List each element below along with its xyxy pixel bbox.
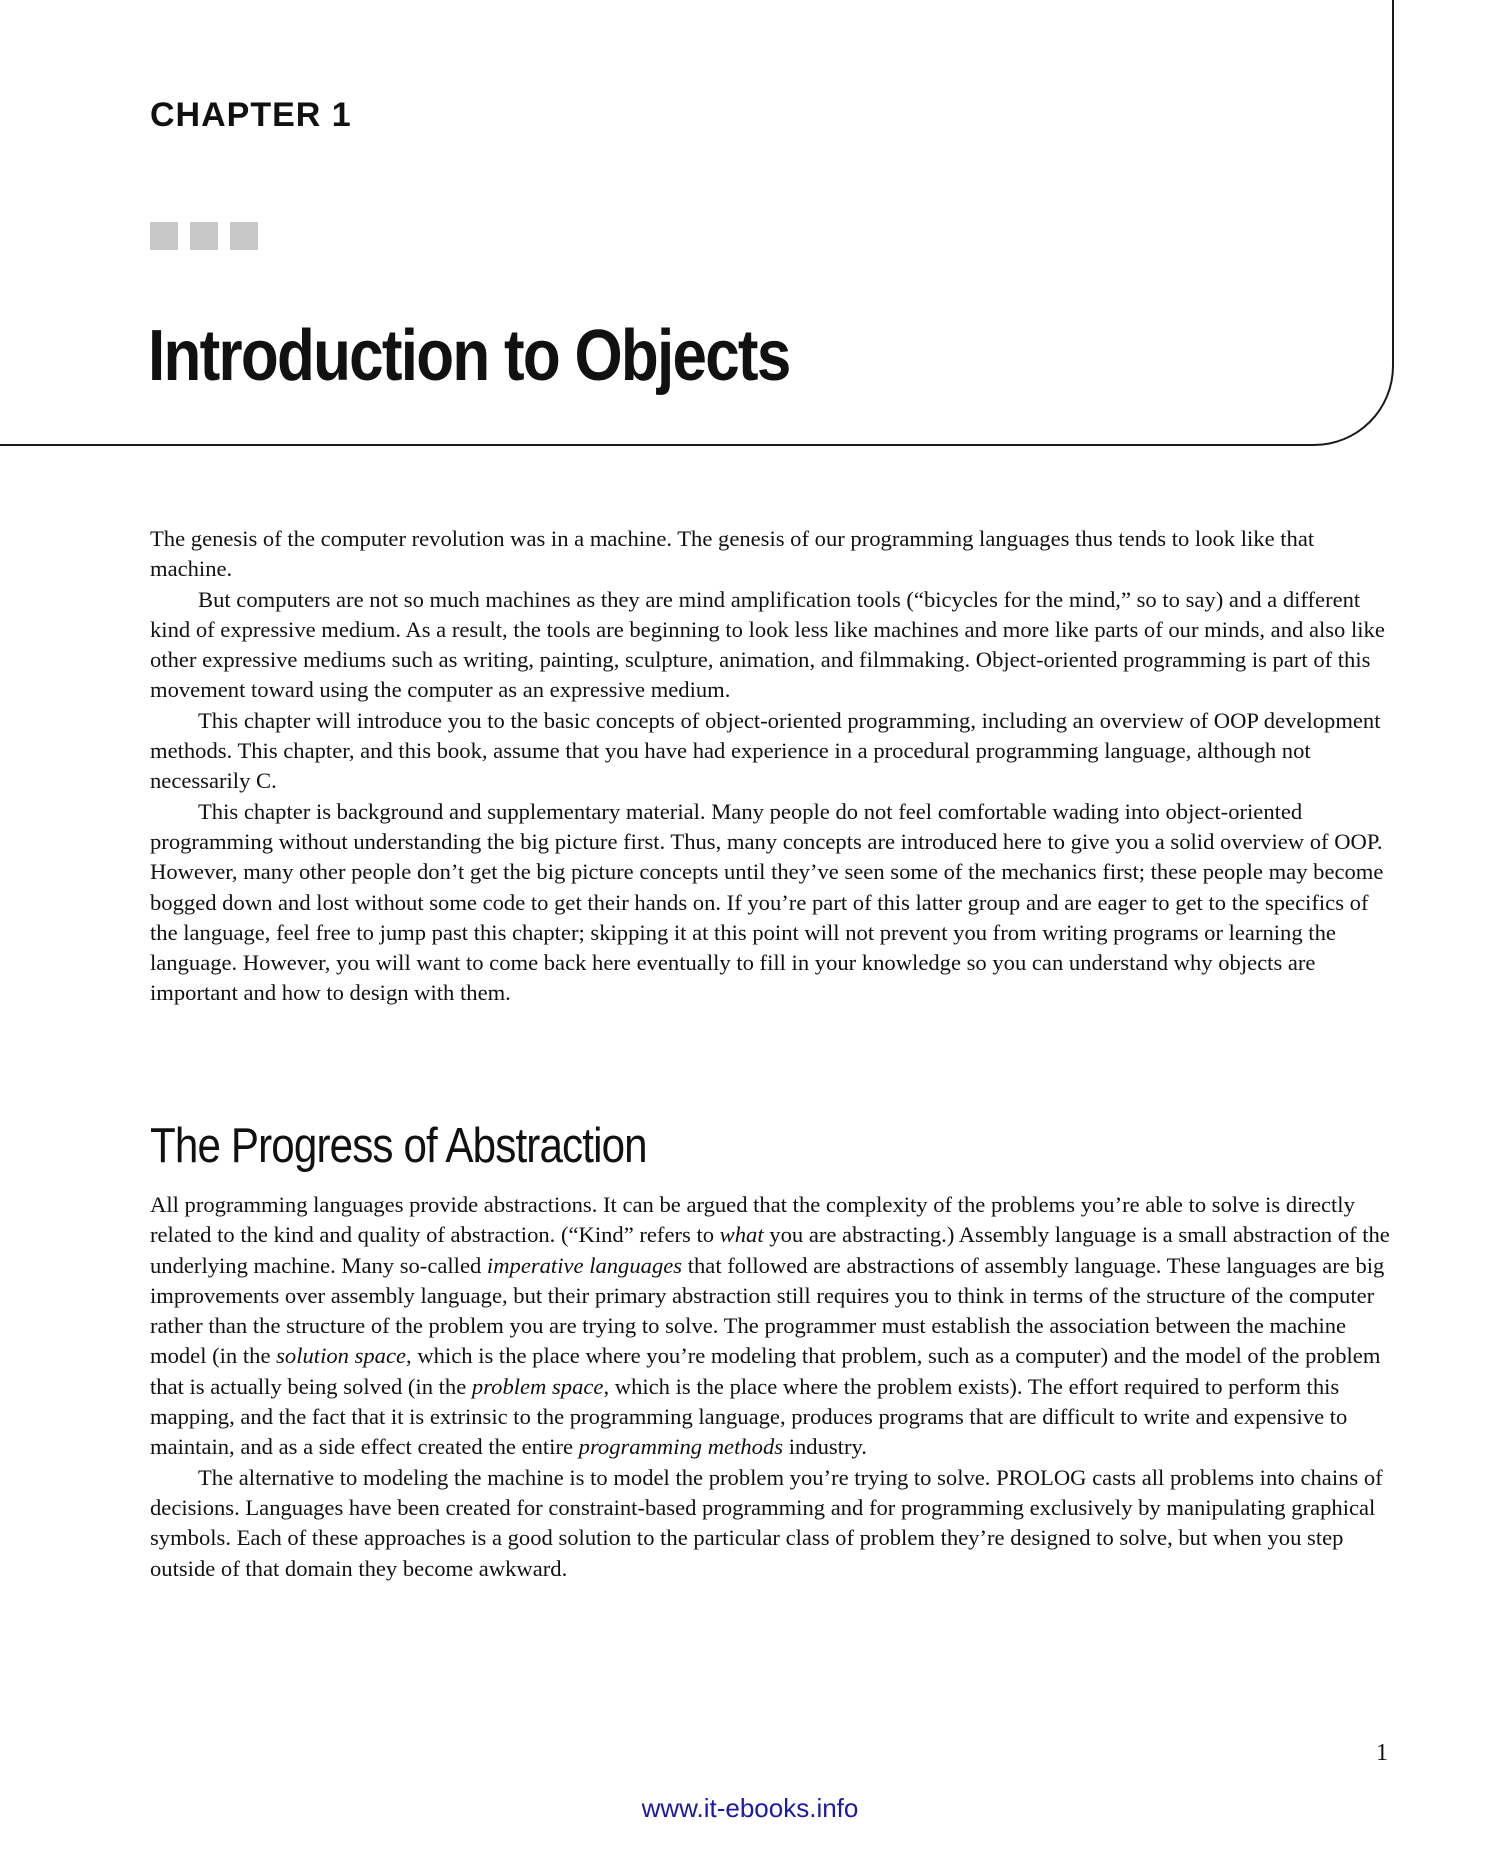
intro-paragraph: The genesis of the computer revolution was in a machine. The genesis of our programming languages thus tends to look like that machine. (150, 526, 1315, 582)
text-run: that followed are abstractions of assembly language. These languages are big improvements over assembly language, but their primary abstraction still requires you to think in terms of the structure of the computer rather than the structure of the problem you are trying to solve. The programmer must establish the association between the machine model (in the (150, 1252, 1385, 1369)
section-paragraph (150, 1190, 1390, 1463)
emphasis-text: solution space (276, 1343, 407, 1369)
emphasis-text: problem space (471, 1373, 604, 1399)
emphasis-text: what (719, 1222, 764, 1248)
text-run: All programming languages provide abstractions. It can be argued that the complexity of the problems you’re able to solve is directly related to the kind and quality of abstraction. (“Kind” refers to (150, 1192, 1355, 1248)
decoration-square (150, 222, 178, 250)
intro-paragraph: This chapter is background and supplementary material. Many people do not feel comfortable wading into object-oriented programming without understanding the big picture first. Thus, many concepts are introduced here to give you a solid overview of OOP. However, many other people don’t get the big picture concepts until they’ve seen some of the mechanics first; these people may become bogged down and lost without some code to get their hands on. If you’re part of this latter group and are eager to get to the specifics of the language, feel free to jump past this chapter; skipping it at this point will not prevent you from writing programs or learning the language. However, you will want to come back here eventually to fill in your knowledge so you can understand why objects are important and how to design with them. (150, 798, 1384, 1006)
section-paragraph: The alternative to modeling the machine is to model the problem you’re trying to solve. PROLOG casts all problems into chains of decisions. Languages have been created for constraint-based programming and for programming exclusively by manipulating graphical symbols. Each of these approaches is a good solution to the particular class of problem they’re designed to solve, but when you step outside of that domain they become awkward. (150, 1464, 1383, 1581)
decoration-square (190, 222, 218, 250)
emphasis-text: imperative languages (486, 1252, 683, 1278)
intro-paragraph: This chapter will introduce you to the basic concepts of object-oriented programming, including an overview of OOP development methods. This chapter, and this book, assume that you have had experience in a procedural programming language, although not necessarily C. (150, 707, 1381, 794)
intro-section (150, 524, 1390, 1009)
chapter-decoration-squares (150, 222, 258, 250)
chapter-title: Introduction to Objects (148, 316, 790, 396)
section-heading: The Progress of Abstraction (150, 1119, 647, 1173)
section-body (150, 1190, 1390, 1584)
page-number: 1 (1376, 1740, 1388, 1766)
text-run: industry. (783, 1434, 867, 1460)
footer-link[interactable]: www.it-ebooks.info (641, 1793, 859, 1823)
decoration-square (230, 222, 258, 250)
intro-paragraph: But computers are not so much machines as they are mind amplification tools (“bicycles for the mind,” so to say) and a different kind of expressive medium. As a result, the tools are beginning to look less like machines and more like parts of our minds, and also like other expressive mediums such as writing, painting, sculpture, animation, and filmmaking. Object-oriented programming is part of this movement toward using the computer as an expressive medium. (150, 586, 1385, 703)
text-run: you are abstracting.) Assembly language is a small abstraction of the underlying machine. Many so-called (150, 1222, 1390, 1278)
text-run: , which is the place where you’re modeling that problem, such as a computer) and the model of the problem that is actually being solved (in the (150, 1343, 1381, 1399)
emphasis-text: programming methods (578, 1434, 784, 1460)
chapter-label: CHAPTER 1 (150, 96, 352, 134)
text-run: , which is the place where the problem exists). The effort required to perform this mapping, and the fact that it is extrinsic to the programming language, produces programs that are difficult to write and expensive to maintain, and as a side effect created the entire (150, 1373, 1348, 1460)
